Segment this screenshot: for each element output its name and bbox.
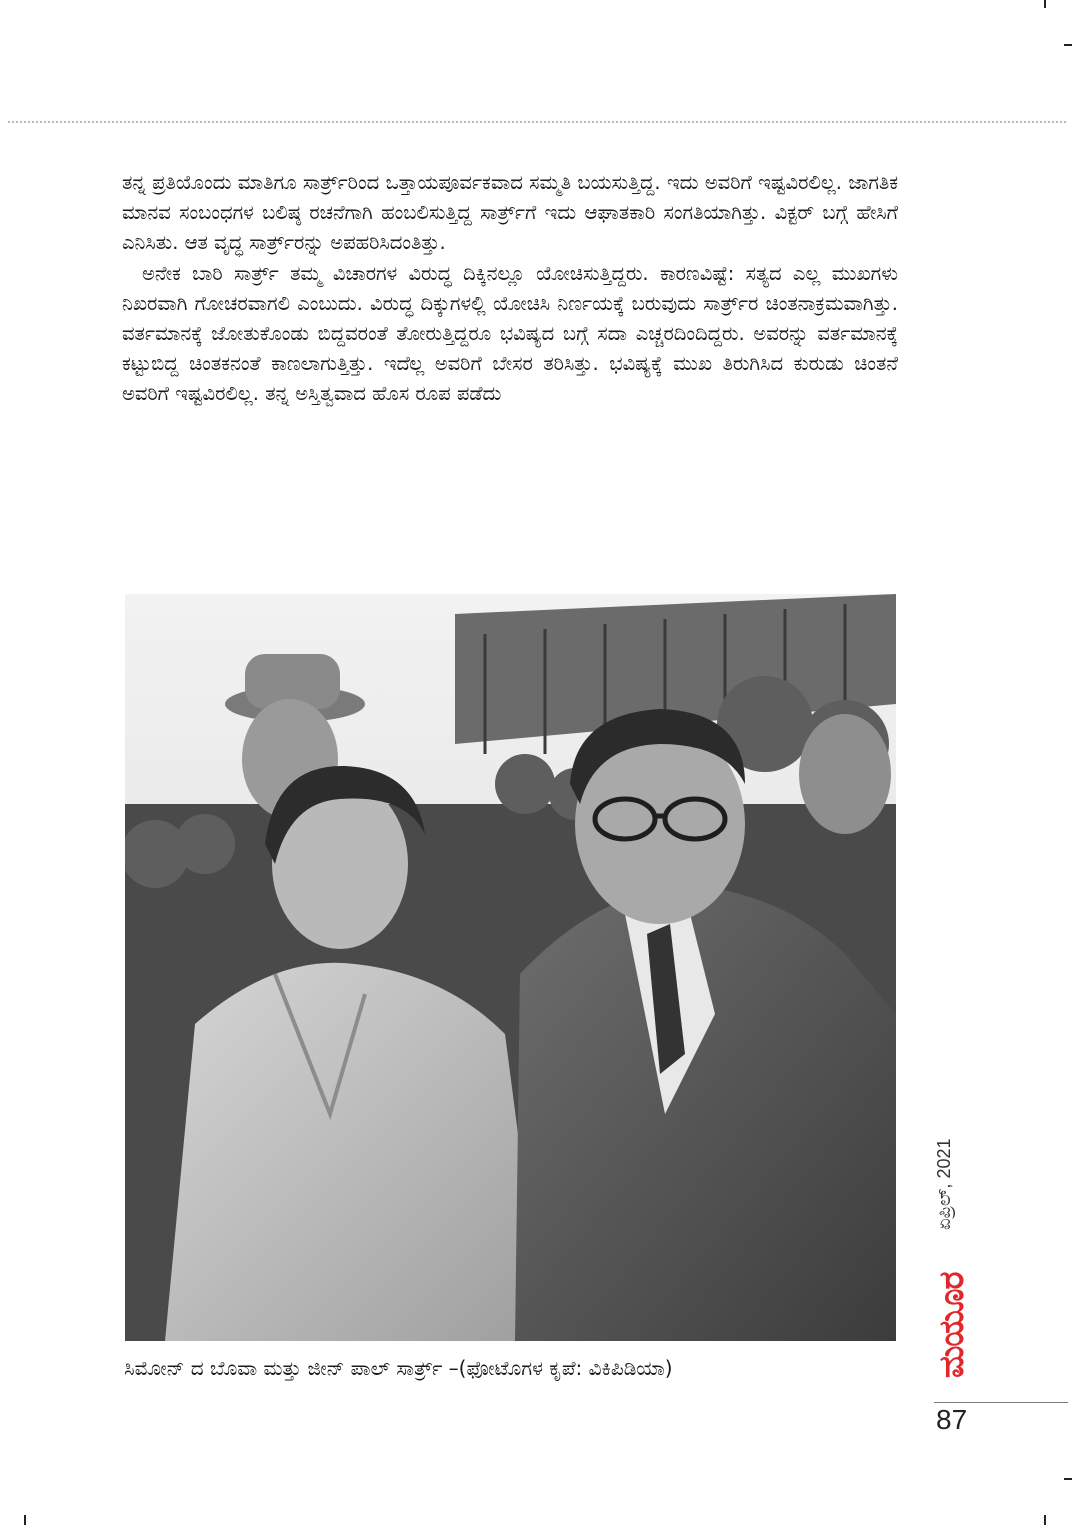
crop-mark-right-upper <box>1064 44 1072 46</box>
woman-coat <box>165 963 545 1341</box>
crop-mark-top-right <box>1044 0 1046 8</box>
crop-mark-bottom-right <box>1044 1515 1046 1525</box>
issue-date: ಏಪ್ರಿಲ್, 2021 <box>934 1138 954 1230</box>
crop-mark-bottom-left <box>24 1515 26 1525</box>
photo-illustration <box>125 594 896 1341</box>
photo-beauvoir-sartre <box>125 594 896 1341</box>
article-paragraph: ಅನೇಕ ಬಾರಿ ಸಾರ್ತ್ರ್ ತಮ್ಮ ವಿಚಾರಗಳ ವಿರುದ್ಧ ದಿಕ್ಕಿನಲ್ಲೂ ಯೋಚಿಸುತ್ತಿದ್ದರು. ಕಾರಣವಿಷ್ಟೆ: ಸತ್ಯದ ಎಲ್ಲ ಮುಖಗಳು ನಿಖರವಾಗಿ ಗೋಚರವಾಗಲಿ ಎಂಬುದು. ವಿರುದ್ಧ ದಿಕ್ಕುಗಳಲ್ಲಿ ಯೋಚಿಸಿ ನಿರ್ಣಯಕ್ಕೆ ಬರುವುದು ಸಾರ್ತ್ರ್‌ರ ಚಿಂತನಾಕ್ರಮವಾಗಿತ್ತು. ವರ್ತಮಾನಕ್ಕೆ ಜೋತುಕೊಂಡು ಬಿದ್ದವರಂತೆ ತೋರುತ್ತಿದ್ದರೂ ಭವಿಷ್ಯದ ಬಗ್ಗೆ ಸದಾ ಎಚ್ಚರದಿಂದಿದ್ದರು. ಅವರನ್ನು ವರ್ತಮಾನಕ್ಕೆ ಕಟ್ಟುಬಿದ್ದ ಚಿಂತಕನಂತೆ ಕಾಣಲಾಗುತ್ತಿತ್ತು. ಇದೆಲ್ಲ ಅವರಿಗೆ ಬೇಸರ ತರಿಸಿತ್ತು. ಭವಿಷ್ಯಕ್ಕೆ ಮುಖ ತಿರುಗಿಸಿದ ಕುರುಡು ಚಿಂತನೆ ಅವರಿಗೆ ಇಷ್ಟವಿರಲಿಲ್ಲ. ತನ್ನ ಅಸ್ತಿತ್ವವಾದ ಹೊಸ ರೂಪ ಪಡೆದು <box>122 261 898 406</box>
article-paragraph: ತನ್ನ ಪ್ರತಿಯೊಂದು ಮಾತಿಗೂ ಸಾರ್ತ್ರ್‌ರಿಂದ ಒತ್ತಾಯಪೂರ್ವಕವಾದ ಸಮ್ಮತಿ ಬಯಸುತ್ತಿದ್ದ. ಇದು ಅವರಿಗೆ ಇಷ್ಟವಿರಲಿಲ್ಲ. ಜಾಗತಿಕ ಮಾನವ ಸಂಬಂಧಗಳ ಬಲಿಷ್ಠ ರಚನೆಗಾಗಿ ಹಂಬಲಿಸುತ್ತಿದ್ದ ಸಾರ್ತ್ರ್‌ಗೆ ಇದು ಆಘಾತಕಾರಿ ಸಂಗತಿಯಾಗಿತ್ತು. ವಿಕ್ಟರ್ ಬಗ್ಗೆ ಹೇಸಿಗೆ ಎನಿಸಿತು. ಆತ ವೃದ್ಧ ಸಾರ್ತ್ರ್‌ರನ್ನು ಅಪಹರಿಸಿದಂತಿತ್ತು. <box>122 171 898 255</box>
right-man-face <box>799 714 891 834</box>
man-coat <box>515 884 896 1341</box>
page-number-rule <box>934 1402 1068 1403</box>
header-dotted-rule <box>8 121 1066 123</box>
article-body <box>122 168 898 410</box>
magazine-logo: ಮಯೂರ <box>932 1272 972 1378</box>
page-number: 87 <box>936 1404 968 1435</box>
photo-caption: ಸಿಮೋನ್ ದ ಬೊವಾ ಮತ್ತು ಜೀನ್ ಪಾಲ್ ಸಾರ್ತ್ರ್ –(ಫೋಟೊಗಳ ಕೃಪೆ: ವಿಕಿಪಿಡಿಯಾ) <box>124 1356 673 1380</box>
crop-mark-right-lower <box>1064 1478 1072 1480</box>
